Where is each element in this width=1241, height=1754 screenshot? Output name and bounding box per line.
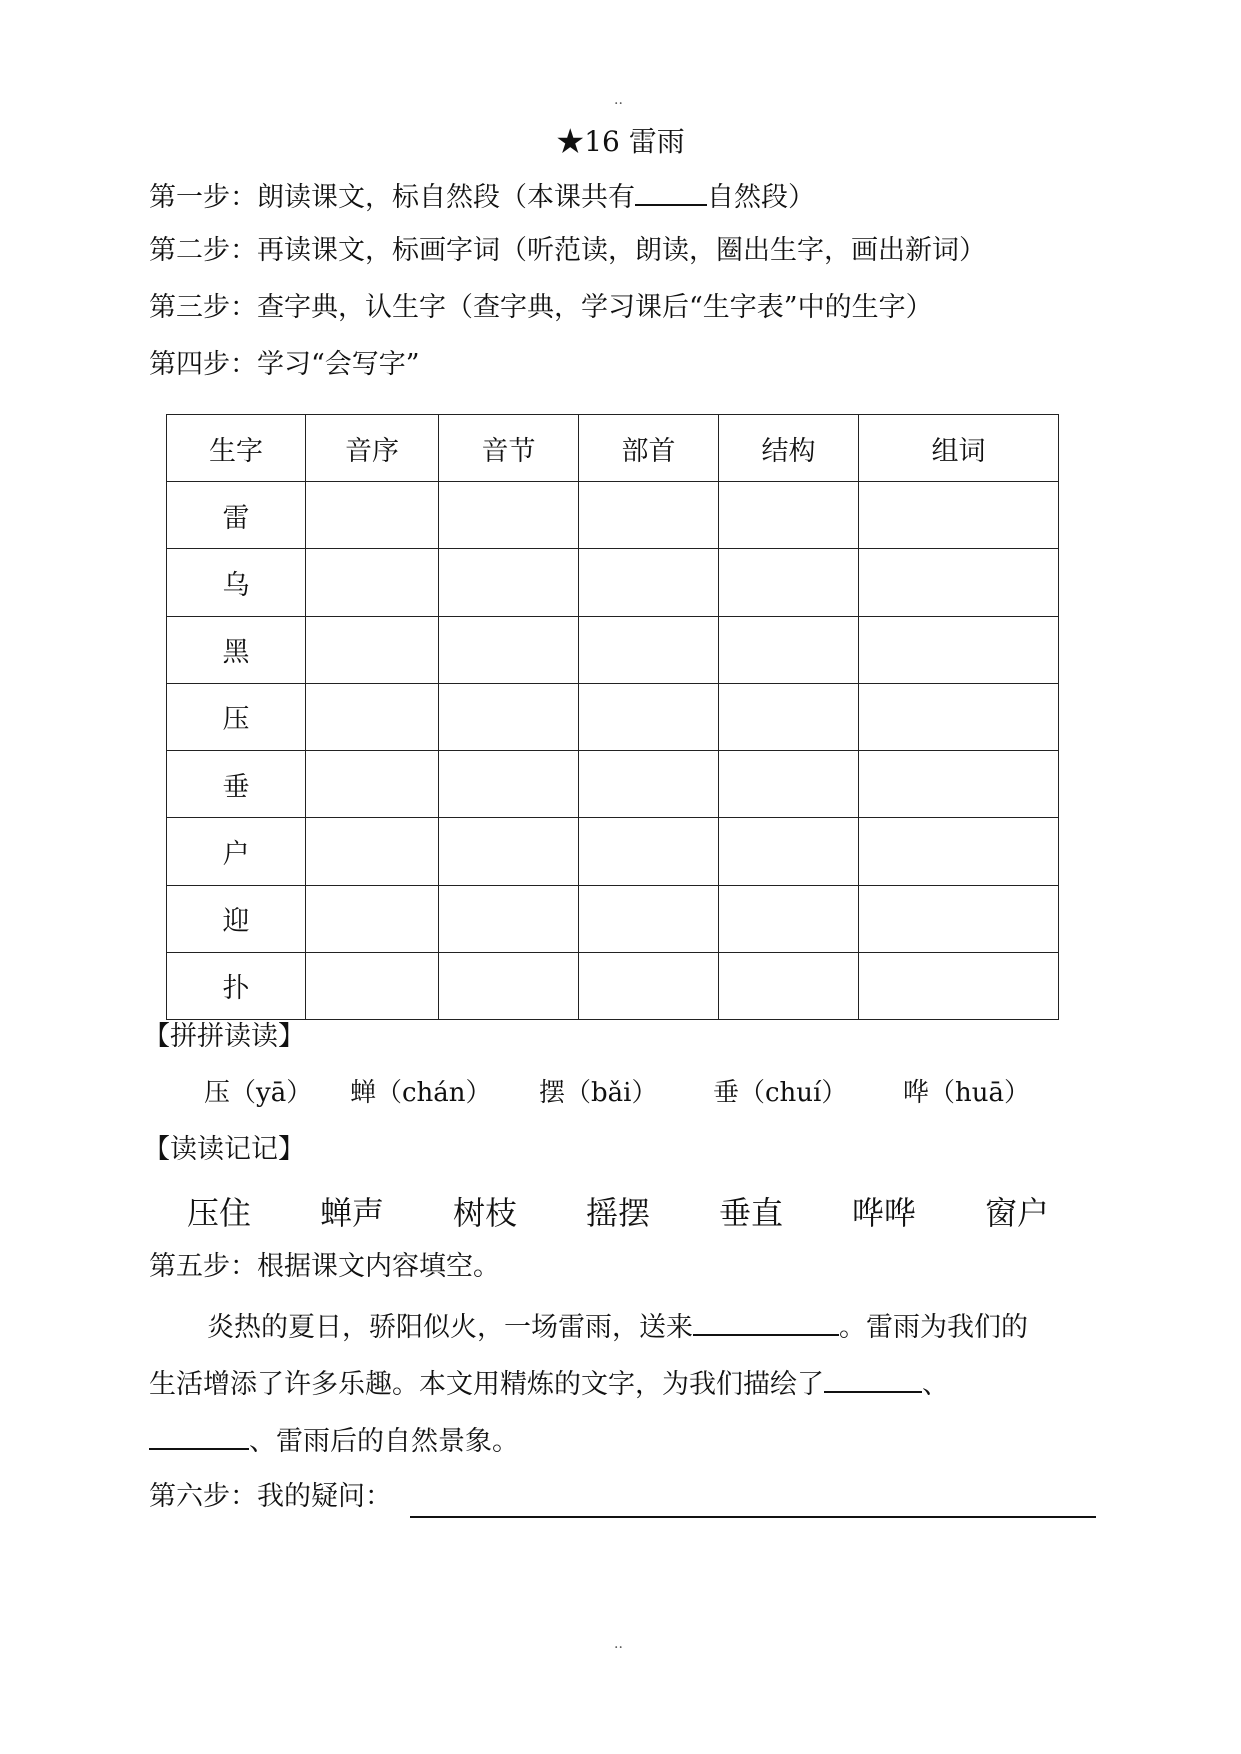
header-cell: 组词: [859, 415, 1059, 482]
blank-cell[interactable]: [719, 616, 859, 683]
header-cell: 部首: [579, 415, 719, 482]
table-row: [167, 885, 1059, 952]
lesson-title: ★16 雷雨: [556, 125, 685, 158]
passage-text: 、: [922, 1369, 949, 1400]
passage-line-3: [149, 1418, 519, 1462]
character-cell: 乌: [167, 549, 306, 616]
pinyin-item: 垂（chuí）: [713, 1078, 848, 1108]
blank-cell[interactable]: [306, 818, 439, 885]
vocab-word: 窗户: [985, 1194, 1050, 1232]
step-1-text: 第一步：朗读课文，标自然段（本课共有: [149, 182, 635, 213]
blank-cell[interactable]: [859, 616, 1059, 683]
blank-cell[interactable]: [719, 482, 859, 549]
step-1: [149, 174, 815, 218]
blank-cell[interactable]: [306, 549, 439, 616]
fill-blank[interactable]: [149, 1418, 249, 1450]
blank-cell[interactable]: [579, 616, 719, 683]
character-cell: 迎: [167, 885, 306, 952]
pinpin-heading: 【拼拼读读】: [143, 1021, 305, 1052]
vocab-word: 树枝: [453, 1194, 518, 1232]
passage-line-2: [149, 1361, 949, 1405]
blank-cell[interactable]: [306, 683, 439, 750]
header-cell: 音节: [439, 415, 579, 482]
blank-cell[interactable]: [579, 751, 719, 818]
blank-cell[interactable]: [439, 818, 579, 885]
passage-text: 、雷雨后的自然景象。: [249, 1426, 519, 1457]
pinyin-item: 摆（bǎi）: [539, 1078, 658, 1108]
table-row: [167, 482, 1059, 549]
blank-cell[interactable]: [719, 885, 859, 952]
header-cell: 生字: [167, 415, 306, 482]
passage-text: 炎热的夏日，骄阳似火，一场雷雨，送来: [207, 1312, 693, 1343]
blank-cell[interactable]: [439, 683, 579, 750]
character-cell: 垂: [167, 751, 306, 818]
step-1-text-end: 自然段）: [707, 182, 815, 213]
vocab-word: 蝉声: [320, 1194, 385, 1232]
blank-cell[interactable]: [306, 952, 439, 1019]
blank-cell[interactable]: [439, 885, 579, 952]
vocab-word: 垂直: [719, 1194, 784, 1232]
question-answer-line[interactable]: [410, 1516, 1096, 1518]
blank-cell[interactable]: [439, 751, 579, 818]
blank-cell[interactable]: [859, 549, 1059, 616]
blank-cell[interactable]: [859, 482, 1059, 549]
paragraph-count-blank[interactable]: [635, 174, 707, 206]
blank-cell[interactable]: [859, 885, 1059, 952]
table-row: [167, 751, 1059, 818]
fill-blank[interactable]: [824, 1361, 922, 1393]
blank-cell[interactable]: [579, 549, 719, 616]
blank-cell[interactable]: [439, 952, 579, 1019]
blank-cell[interactable]: [439, 616, 579, 683]
footer-mark: ··: [614, 1640, 623, 1656]
character-cell: 户: [167, 818, 306, 885]
blank-cell[interactable]: [579, 818, 719, 885]
blank-cell[interactable]: [306, 616, 439, 683]
blank-cell[interactable]: [306, 885, 439, 952]
blank-cell[interactable]: [306, 751, 439, 818]
pinyin-item: 压（yā）: [204, 1078, 313, 1108]
table-header-row: [167, 415, 1059, 482]
blank-cell[interactable]: [579, 885, 719, 952]
passage-line-1: [207, 1304, 1028, 1348]
pinyin-item: 哗（huā）: [903, 1078, 1030, 1108]
header-cell: 音序: [306, 415, 439, 482]
step-2: 第二步：再读课文，标画字词（听范读，朗读，圈出生字，画出新词）: [149, 235, 986, 266]
table-row: [167, 952, 1059, 1019]
step-6: 第六步：我的疑问：: [149, 1481, 392, 1512]
blank-cell[interactable]: [579, 952, 719, 1019]
vocab-word: 压住: [187, 1194, 252, 1232]
dudu-heading: 【读读记记】: [143, 1134, 305, 1165]
table-row: [167, 549, 1059, 616]
passage-text: 。雷雨为我们的: [839, 1312, 1028, 1343]
character-cell: 黑: [167, 616, 306, 683]
step-3: 第三步：查字典，认生字（查字典，学习课后“生字表”中的生字）: [149, 292, 933, 323]
blank-cell[interactable]: [719, 818, 859, 885]
blank-cell[interactable]: [719, 683, 859, 750]
step-4: 第四步：学习“会写字”: [149, 349, 420, 380]
blank-cell[interactable]: [439, 482, 579, 549]
blank-cell[interactable]: [859, 683, 1059, 750]
pinyin-item: 蝉（chán）: [350, 1078, 492, 1108]
passage-text: 生活增添了许多乐趣。本文用精炼的文字，为我们描绘了: [149, 1369, 824, 1400]
blank-cell[interactable]: [579, 482, 719, 549]
blank-cell[interactable]: [719, 952, 859, 1019]
blank-cell[interactable]: [859, 952, 1059, 1019]
character-cell: 扑: [167, 952, 306, 1019]
table-row: [167, 683, 1059, 750]
character-cell: 压: [167, 683, 306, 750]
blank-cell[interactable]: [306, 482, 439, 549]
header-mark: ··: [614, 96, 623, 112]
fill-blank[interactable]: [693, 1304, 839, 1336]
vocab-word: 哗哗: [852, 1194, 917, 1232]
blank-cell[interactable]: [859, 751, 1059, 818]
blank-cell[interactable]: [859, 818, 1059, 885]
characters-table: [166, 414, 1059, 1020]
blank-cell[interactable]: [719, 751, 859, 818]
blank-cell[interactable]: [579, 683, 719, 750]
blank-cell[interactable]: [439, 549, 579, 616]
vocab-word: 摇摆: [586, 1194, 651, 1232]
character-cell: 雷: [167, 482, 306, 549]
table-row: [167, 616, 1059, 683]
table-row: [167, 818, 1059, 885]
step-5: 第五步：根据课文内容填空。: [149, 1251, 500, 1282]
blank-cell[interactable]: [719, 549, 859, 616]
header-cell: 结构: [719, 415, 859, 482]
